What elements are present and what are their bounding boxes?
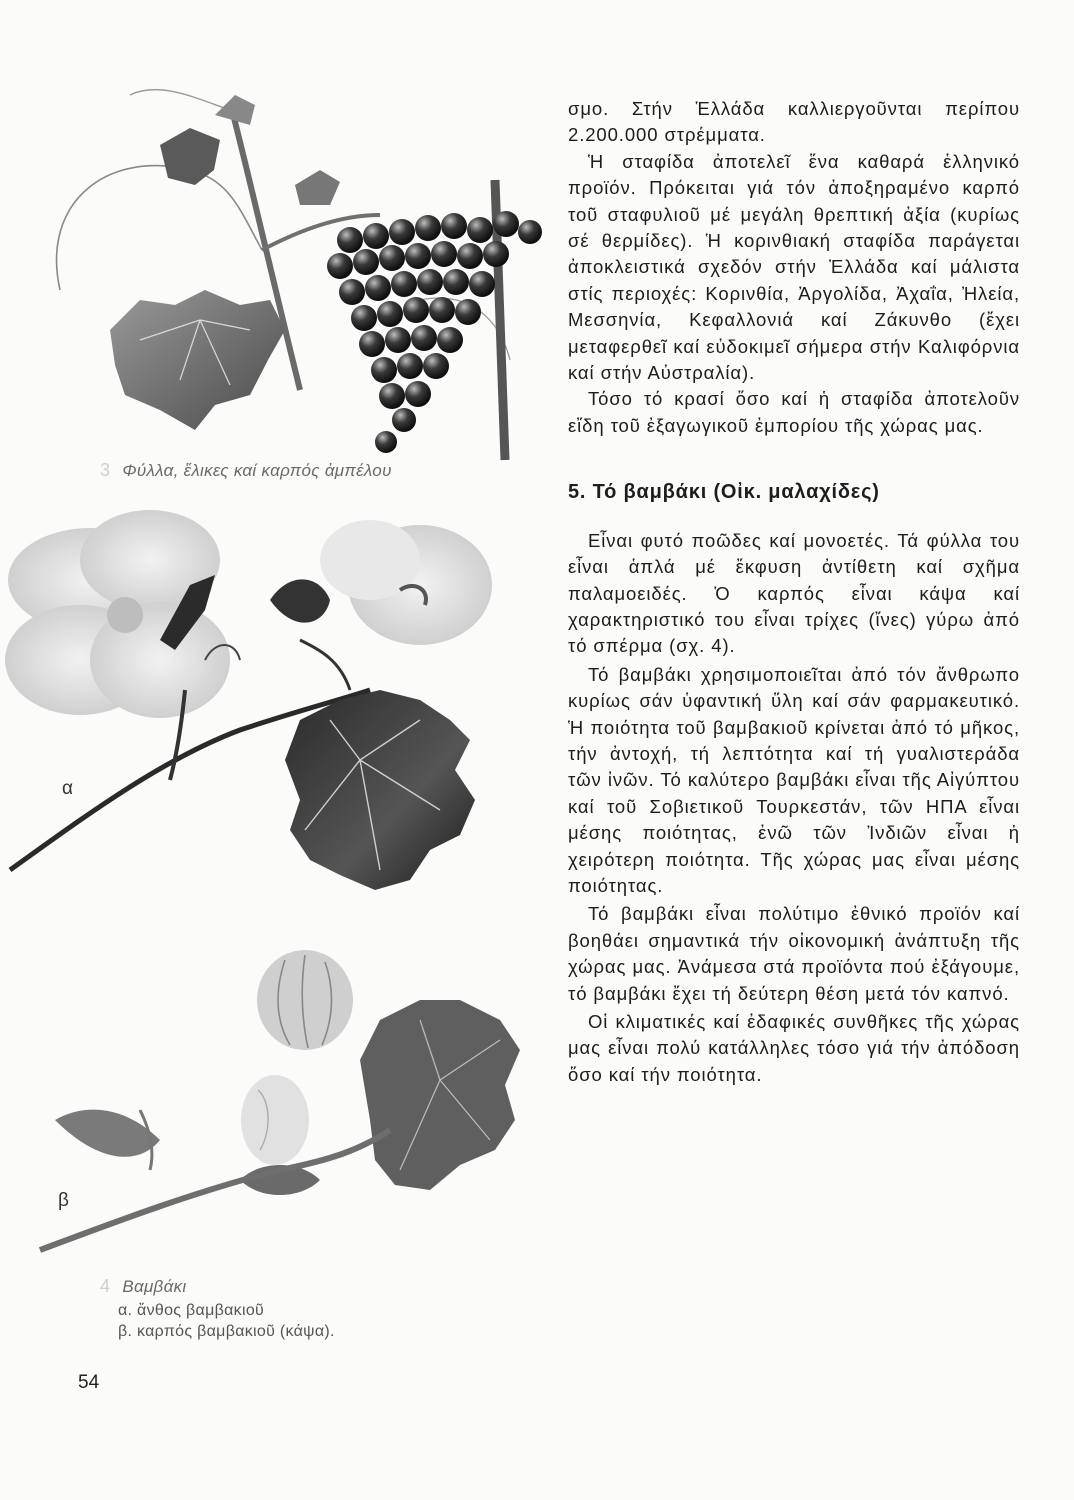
paragraph-3: Τόσο τό κρασί ὅσο καί ἡ σταφίδα ἀποτελοῦν εἴδη τοῦ ἐξαγωγικοῦ ἐμπορίου τῆς χώρας μας. bbox=[568, 388, 1020, 436]
figure-3-number: 3 bbox=[100, 460, 111, 480]
figure-4-caption-line-a: α. ἄνθος βαμβακιοῦ bbox=[118, 1302, 265, 1319]
illustrations bbox=[0, 0, 560, 1360]
figure-4-number: 4 bbox=[100, 1276, 111, 1296]
figure-4-label-b: β bbox=[58, 1190, 69, 1211]
figure-4-subcaption bbox=[118, 1300, 335, 1342]
paragraph-4: Εἶναι φυτό ποῶδες καί μονοετές. Τά φύλλα του εἶναι ἁπλά μέ ἔκφυση ἀντίθετη καί σχῆμα παλαμοειδές. Ὁ καρπός εἶναι κάψα καί χαρακτηριστικό του εἶναι τρίχες (ἴνες) γύρω ἀπό τό σπέρμα (σχ. 4). bbox=[568, 529, 1020, 657]
figure-4-caption-title: Βαμβάκι bbox=[122, 1277, 187, 1296]
figure-3-caption bbox=[100, 460, 392, 481]
figure-4-label-a: α bbox=[62, 778, 73, 799]
cotton-boll-illustration bbox=[40, 950, 520, 1250]
figure-4-caption-line-b: β. καρπός βαμβακιοῦ (κάψα). bbox=[118, 1323, 335, 1340]
paragraph-6: Τό βαμβάκι εἶναι πολύτιμο ἐθνικό προϊόν καί βοηθάει σημαντικά τήν οἰκονομική ἀνάπτυξη τῆς χώρας μας. Ἀνάμεσα στά προϊόντα πού ἐξάγουμε, τό βαμβάκι ἔχει τή δεύτερη θέση μετά τόν καπνό. bbox=[568, 903, 1020, 1004]
cotton-flower-illustration bbox=[5, 510, 492, 890]
grapevine-illustration bbox=[57, 90, 542, 460]
section-heading: 5. Τό βαμβάκι (Οἰκ. μαλαχίδες) bbox=[568, 481, 880, 504]
paragraph-5: Τό βαμβάκι χρησιμοποιεῖται ἀπό τόν ἄνθρωπο κυρίως σάν ὑφαντική ὕλη καί σάν φαρμακευτικό. Ἡ ποιότητα τοῦ βαμβακιοῦ κρίνεται ἀπό τό μῆκος, τήν ἀντοχή, τή λεπτότητα καί τή γυαλιστεράδα τῶν ἰνῶν. Τό καλύτερο βαμβάκι εἶναι τῆς Αἰγύπτου καί τοῦ Σοβιετικοῦ Τουρκεστάν, τῶν ΗΠΑ εἶναι μέσης ποιότητας, ἐνῶ τῶν Ἰνδιῶν εἶναι ἡ χειρότερη ποιότητα. Τῆς χώρας μας εἶναι μέσης ποιότητας. bbox=[568, 663, 1020, 896]
paragraph-2: Ἡ σταφίδα ἀποτελεῖ ἕνα καθαρά ἑλληνικό προϊόν. Πρόκειται γιά τόν ἀποξηραμένο καρπό τοῦ σταφυλιοῦ μέ μεγάλη θρεπτική ἀξία (κυρίως σέ θερμίδες). Ἡ κορινθιακή σταφίδα παράγεται ἀποκλειστικά σχεδόν στήν Ἑλλάδα καί μάλιστα στίς περιοχές: Κορινθία, Ἀργολίδα, Ἀχαΐα, Ἠλεία, Μεσσηνία, Κεφαλλονιά καί Ζάκυνθο (ἔχει μεταφερθεῖ καί εὐδοκιμεῖ σήμερα στήν Καλιφόρνια καί στήν Αὐστραλία). bbox=[568, 150, 1020, 384]
figure-3-caption-text: Φύλλα, ἕλικες καί καρπός ἀμπέλου bbox=[122, 461, 392, 480]
text-column bbox=[568, 96, 1020, 1088]
page-number: 54 bbox=[78, 1372, 100, 1393]
figure-4-caption bbox=[100, 1276, 186, 1297]
paragraph-1: σμο. Στήν Ἑλλάδα καλλιεργοῦνται περίπου 2.200.000 στρέμματα. bbox=[568, 98, 1020, 146]
paragraph-7: Οἱ κλιματικές καί ἐδαφικές συνθῆκες τῆς χώρας μας εἶναι πολύ κατάλληλες τόσο γιά τήν ἀπόδοση ὅσο καί τήν ποιότητα. bbox=[568, 1011, 1020, 1085]
